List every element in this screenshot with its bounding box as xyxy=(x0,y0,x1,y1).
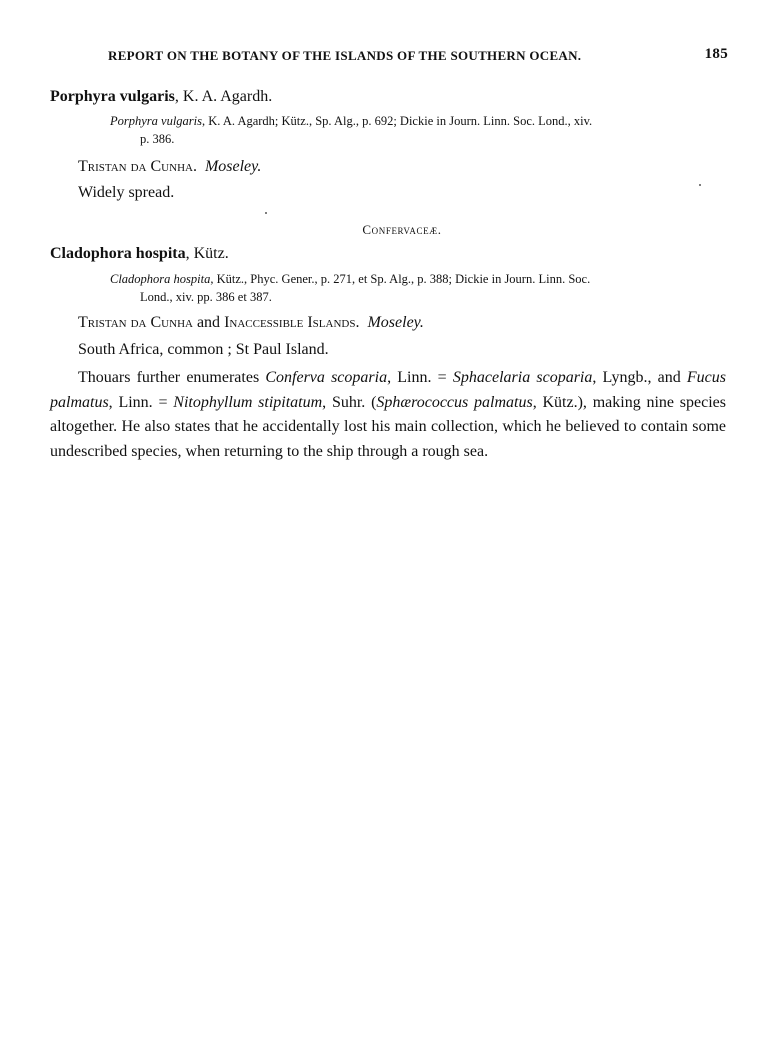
collector-name: Moseley. xyxy=(204,158,262,175)
synonym-citation: , K. A. Agardh; Kütz., Sp. Alg., p. 692; Dickie in Journ. Linn. Soc. Lond., xiv. xyxy=(202,114,593,128)
synonym-name: Porphyra vulgaris xyxy=(110,114,203,128)
locality-line xyxy=(78,314,424,332)
taxon-conferva: Conferva scoparia xyxy=(265,369,388,386)
taxon-fucus: Fucus palmatus xyxy=(50,369,727,411)
distribution-line: Widely spread. xyxy=(78,184,175,201)
synonymy-continuation: p. 386. xyxy=(140,132,175,146)
taxon-nitophyllum: Nitophyllum stipitatum xyxy=(173,393,323,411)
species-author: , K. A. Agardh. xyxy=(174,88,273,105)
species-author: , Kütz. xyxy=(185,245,229,262)
running-header xyxy=(108,48,728,68)
species-heading-cladophora xyxy=(50,245,229,263)
synonym-citation: , Kütz., Phyc. Gener., p. 271, et Sp. Alg., p. 388; Dickie in Journ. Linn. Soc. xyxy=(210,272,591,286)
species-name: Cladophora hospita xyxy=(50,245,186,262)
collector-name: Moseley. xyxy=(367,314,424,331)
synonym-name: Cladophora hospita xyxy=(110,272,211,286)
body-paragraph: Thouars further enumerates Conferva scoparia, Linn. = Sphacelaria scoparia, Lyngb., and Fucus palmatus, Linn. = Nitophyllum stipitatum, Suhr. (Sphærococcus palmatus, Kütz.), making nine species altogether. He also states that he accidentally lost his main collection, which he believed to contain some undescribed species, when returning to the ship through a rough sea. xyxy=(50,369,727,460)
synonymy-line xyxy=(110,272,590,287)
scan-speck xyxy=(699,184,701,186)
scan-speck xyxy=(265,212,267,214)
locality-name: Tristan da Cunha xyxy=(78,314,193,331)
species-heading-porphyra xyxy=(50,88,272,106)
locality-name: Tristan da Cunha. xyxy=(78,158,197,175)
locality-conjunction: and xyxy=(192,314,225,331)
synonymy-continuation: Lond., xiv. pp. 386 et 387. xyxy=(140,290,272,304)
page-number: 185 xyxy=(704,46,728,62)
taxon-sphacelaria: Sphacelaria scoparia xyxy=(452,369,593,386)
taxon-sphaerococcus: Sphærococcus palmatus xyxy=(376,393,533,411)
section-title: Confervaceæ. xyxy=(362,222,442,237)
synonymy-line xyxy=(110,114,592,129)
running-title: REPORT ON THE BOTANY OF THE ISLANDS OF THE SOUTHERN OCEAN. xyxy=(108,48,582,63)
locality-name-2: Inaccessible Islands. xyxy=(224,314,360,331)
locality-line xyxy=(78,158,261,176)
distribution-line: South Africa, common ; St Paul Island. xyxy=(78,341,329,358)
species-name: Porphyra vulgaris xyxy=(50,88,175,105)
